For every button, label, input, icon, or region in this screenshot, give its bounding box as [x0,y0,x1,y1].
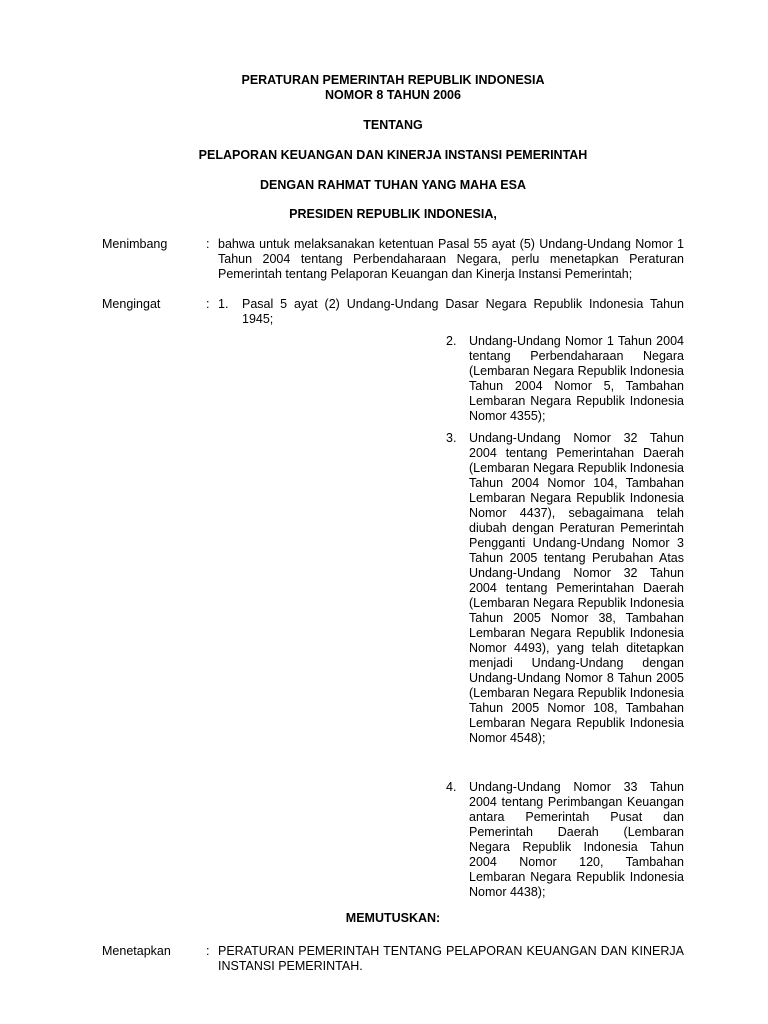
menimbang-label: Menimbang [102,237,168,251]
regulation-subject: PELAPORAN KEUANGAN DAN KINERJA INSTANSI PEMERINTAH [198,148,588,162]
mengingat-colon: : [206,297,210,311]
president-heading: PRESIDEN REPUBLIK INDONESIA, [289,207,497,221]
regulation-title: PERATURAN PEMERINTAH REPUBLIK INDONESIA [241,73,545,87]
memutuskan-heading: MEMUTUSKAN: [345,911,441,925]
rahmat-heading: DENGAN RAHMAT TUHAN YANG MAHA ESA [260,178,526,192]
mengingat-item-text: Pasal 5 ayat (2) Undang-Undang Dasar Negara Republik Indonesia Tahun 1945; [242,297,684,326]
tentang-heading: TENTANG [363,118,423,132]
menetapkan-text: PERATURAN PEMERINTAH TENTANG PELAPORAN KEUANGAN DAN KINERJA INSTANSI PEMERINTAH. [218,944,684,973]
mengingat-item-number: 1. [218,297,229,311]
menetapkan-colon: : [206,944,210,958]
mengingat-item-text: Undang-Undang Nomor 1 Tahun 2004 tentang Perbendaharaan Negara (Lembaran Negara Republik Indonesia Tahun 2004 Nomor 5, Tambahan Lembaran Negara Republik Indonesia Nomor 4355); [469,334,684,423]
mengingat-item-text: Undang-Undang Nomor 33 Tahun 2004 tentang Perimbangan Keuangan antara Pemerintah Pusat dan Pemerintah Daerah (Lembaran Negara Republik Indonesia Tahun 2004 Nomor 120, Tambahan Lembaran Negara Republik Indonesia Nomor 4438); [469,780,684,899]
mengingat-item-text: Undang-Undang Nomor 32 Tahun 2004 tentang Pemerintahan Daerah (Lembaran Negara Republik Indonesia Tahun 2004 Nomor 104, Tambahan Lembaran Negara Republik Indonesia Nomor 4437), sebagaimana telah diubah dengan Peraturan Pemerintah Pengganti Undang-Undang Nomor 3 Tahun 2005 tentang Perubahan Atas Undang-Undang Nomor 32 Tahun 2004 tentang Pemerintahan Daerah (Lembaran Negara Republik Indonesia Tahun 2005 Nomor 38, Tambahan Lembaran Negara Republik Indonesia Nomor 4493), yang telah ditetapkan menjadi Undang-Undang dengan Undang-Undang Nomor 8 Tahun 2005 (Lembaran Negara Republik Indonesia Tahun 2005 Nomor 108, Tambahan Lembaran Negara Republik Indonesia Nomor 4548); [469,431,684,745]
mengingat-item-number: 4. [446,780,457,794]
menimbang-text: bahwa untuk melaksanakan ketentuan Pasal 55 ayat (5) Undang-Undang Nomor 1 Tahun 2004 tentang Perbendaharaan Negara, perlu menetapkan Peraturan Pemerintah tentang Pelaporan Keuangan dan Kinerja Instansi Pemerintah; [218,237,684,281]
mengingat-item-number: 3. [446,431,457,445]
mengingat-label: Mengingat [102,297,161,311]
regulation-number: NOMOR 8 TAHUN 2006 [325,88,461,102]
mengingat-item-number: 2. [446,334,457,348]
menimbang-colon: : [206,237,210,251]
menetapkan-label: Menetapkan [102,944,171,958]
